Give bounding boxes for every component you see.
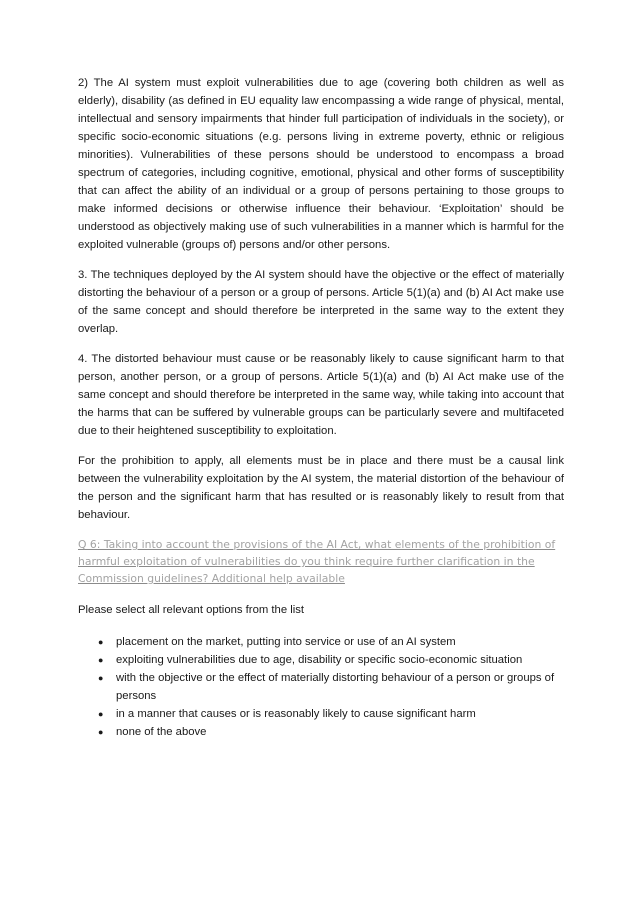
select-instruction: Please select all relevant options from the list: [78, 604, 305, 616]
option-distorting-behaviour[interactable]: [78, 669, 564, 705]
option-none[interactable]: [78, 723, 564, 741]
option-significant-harm[interactable]: [78, 705, 564, 723]
option-exploiting-vulnerabilities[interactable]: [78, 651, 564, 669]
bullet-icon: ●: [98, 637, 104, 647]
document-page: [78, 74, 564, 741]
paragraph-techniques: 3. The techniques deployed by the AI system should have the objective or the effect of materially distorting the behaviour of a person or a group of persons. Article 5(1)(a) and (b) AI Act make use of the same concept and should therefore be interpreted in the same way to the extent they overlap.: [78, 269, 564, 335]
paragraph-harm: 4. The distorted behaviour must cause or be reasonably likely to cause significant harm to that person, another person, or a group of persons. Article 5(1)(a) and (b) AI Act make use of the same concept and should therefore be interpreted in the same way, while taking into account that the harms that can be suffered by vulnerable groups can be particularly severe and multifaceted due to their heightened susceptibility to exploitation.: [78, 353, 564, 437]
question-6-heading: Q 6: Taking into account the provisions of the AI Act, what elements of the prohibition of harmful exploitation of vulnerabilities do you think require further clarification in the Commission guidelines? Additional help available: [78, 538, 556, 585]
option-label: none of the above: [116, 726, 207, 738]
paragraph-vulnerabilities: 2) The AI system must exploit vulnerabilities due to age (covering both children as well as elderly), disability (as defined in EU equality law encompassing a wide range of physical, mental, intellectual and sensory impairments that hinder full participation of individuals in the society), or specific socio-economic situations (e.g. persons living in extreme poverty, ethnic or religious minorities). Vulnerabilities of these persons should be understood to encompass a broad spectrum of categories, including cognitive, emotional, physical and other forms of susceptibility that can affect the ability of an individual or a group of persons pertaining to those groups to make informed decisions or otherwise influence their behaviour. ‘Exploitation’ should be understood as objectively making use of such vulnerabilities in a manner which is harmful for the exploited vulnerable (groups of) persons and/or other persons.: [78, 77, 564, 251]
bullet-icon: ●: [98, 655, 104, 665]
bullet-icon: ●: [98, 673, 104, 683]
bullet-icon: ●: [98, 709, 104, 719]
bullet-icon: ●: [98, 727, 104, 737]
option-label: with the objective or the effect of materially distorting behaviour of a person or groups of persons: [116, 672, 555, 702]
option-label: placement on the market, putting into service or use of an AI system: [116, 636, 456, 648]
option-label: in a manner that causes or is reasonably likely to cause significant harm: [116, 708, 476, 720]
option-label: exploiting vulnerabilities due to age, disability or specific socio-economic situation: [116, 654, 523, 666]
option-placement[interactable]: [78, 633, 564, 651]
paragraph-causal-link: For the prohibition to apply, all elements must be in place and there must be a causal link between the vulnerability exploitation by the AI system, the material distortion of the behaviour of the person and the significant harm that has resulted or is reasonably likely to result from that behaviour.: [78, 455, 564, 521]
options-list: [78, 633, 564, 741]
